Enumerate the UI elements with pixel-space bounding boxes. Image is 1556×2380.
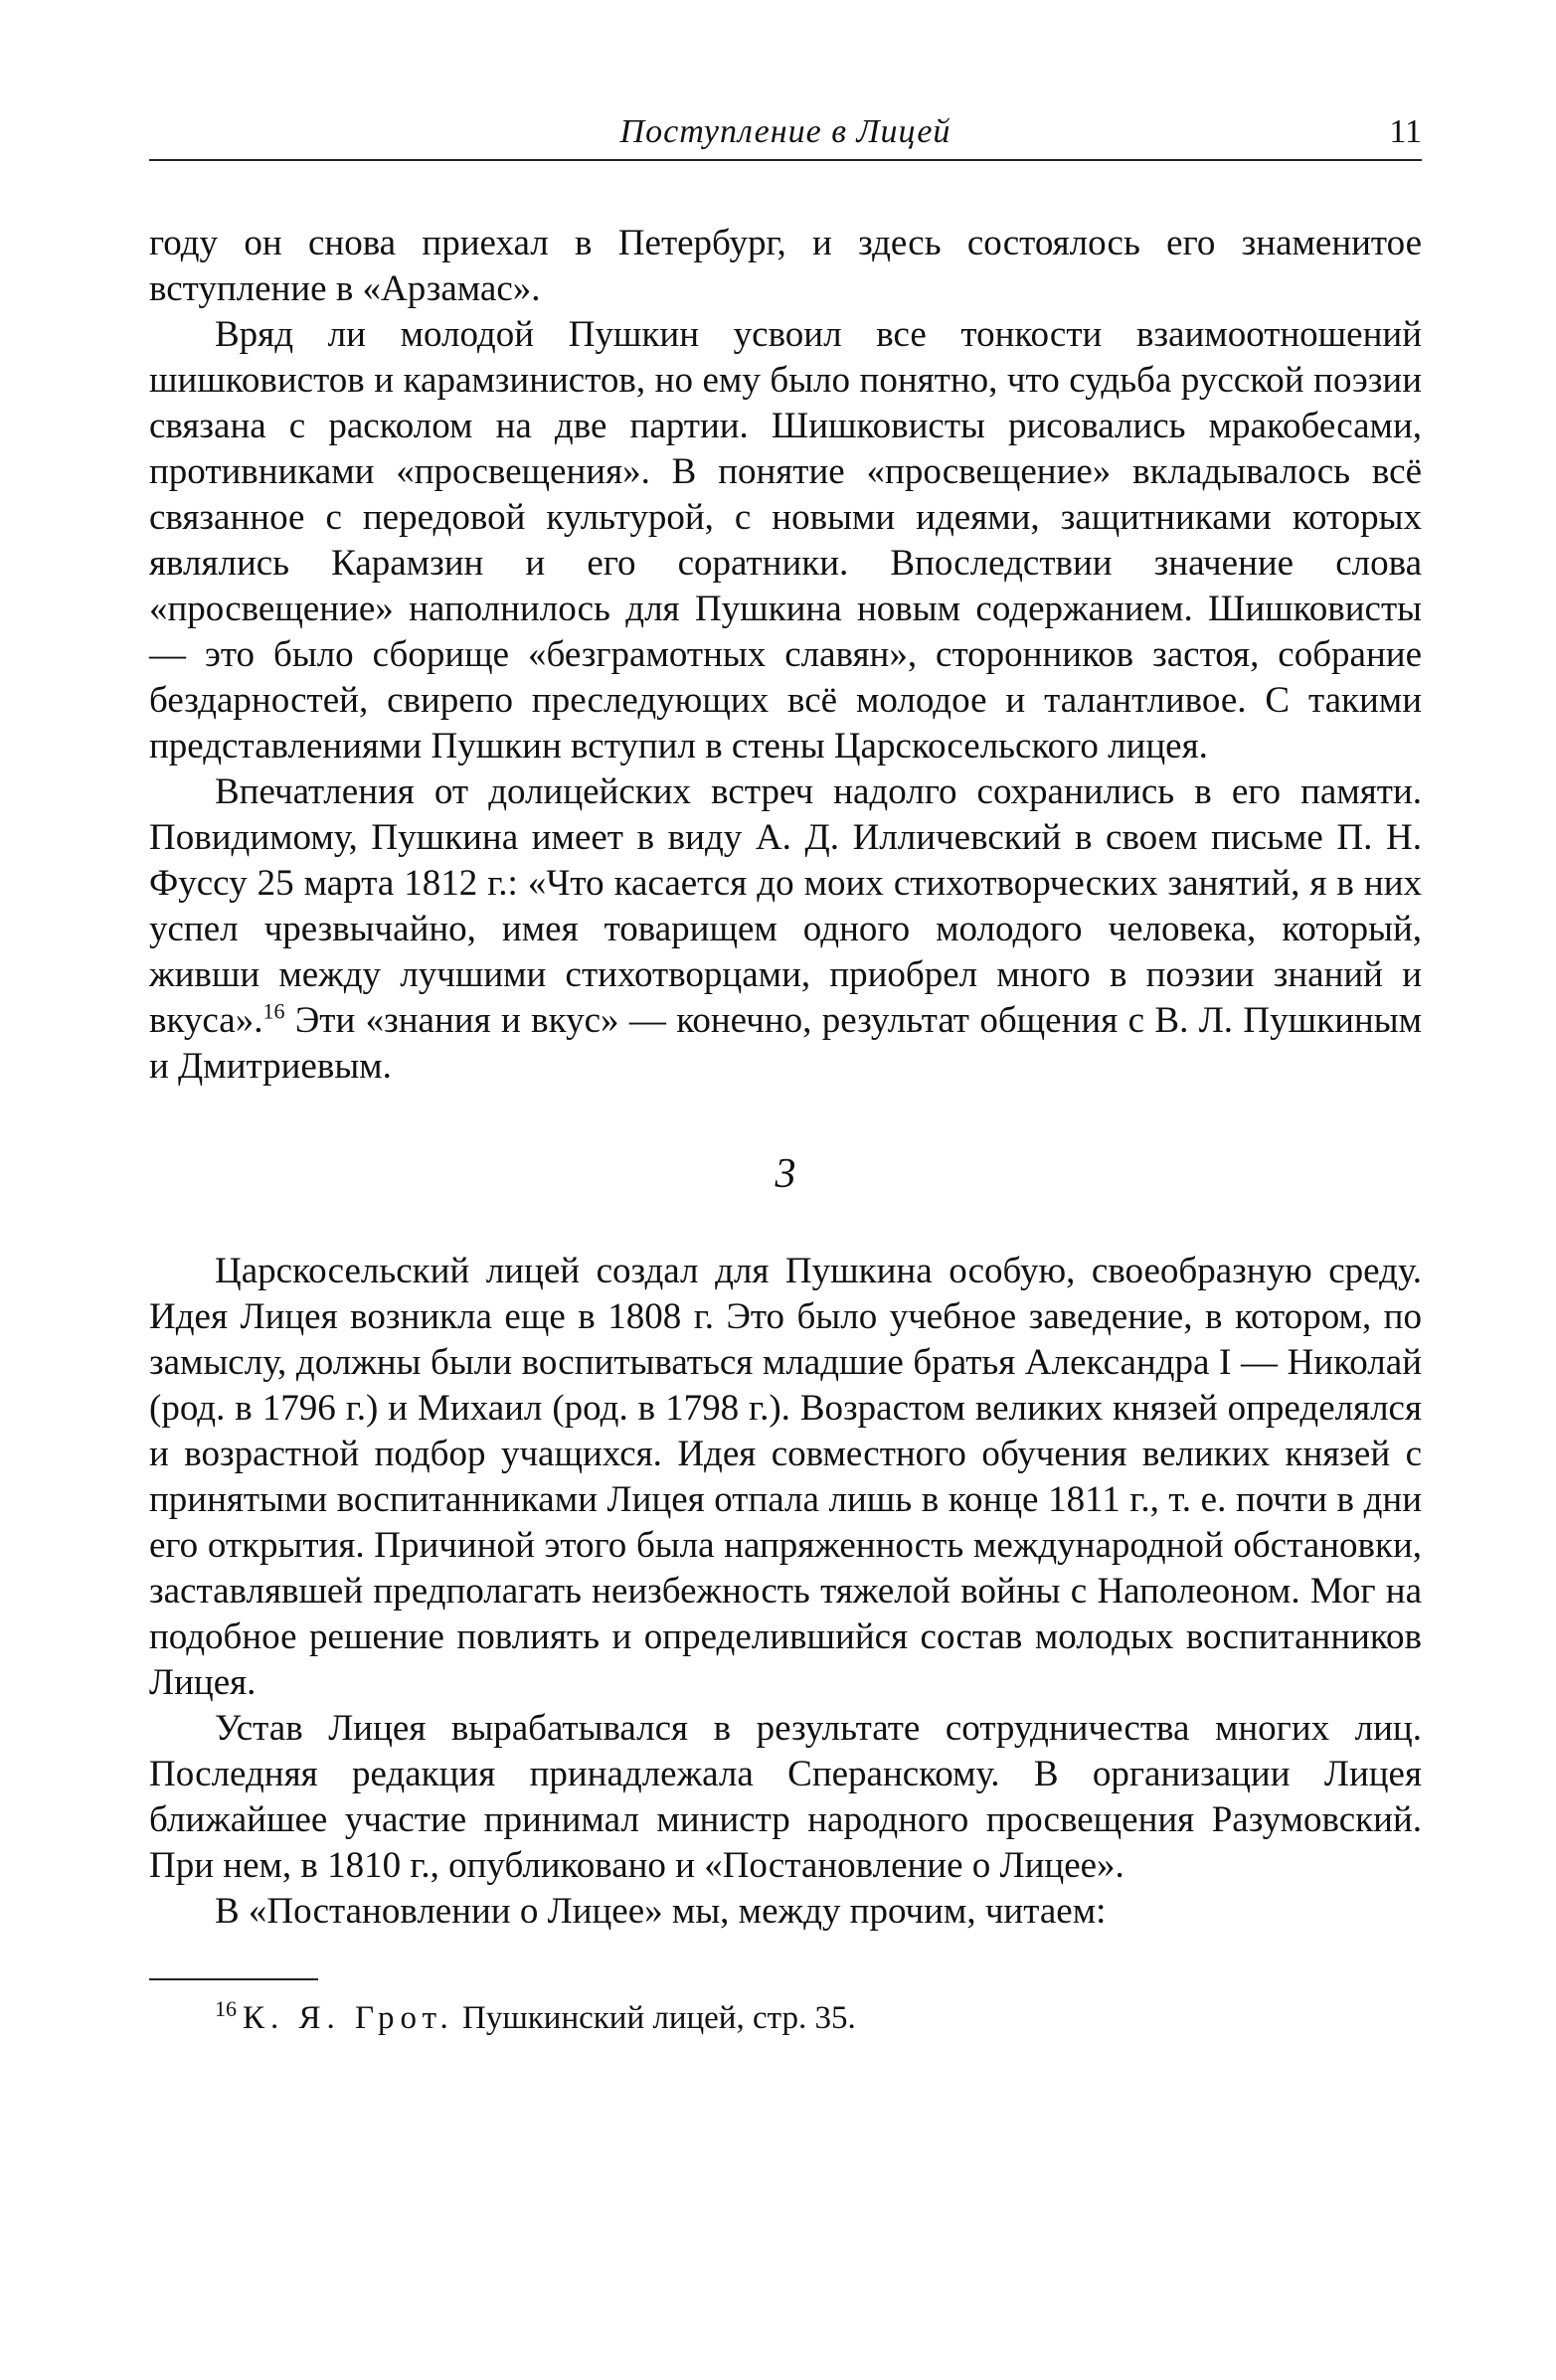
book-page [149, 99, 1422, 2038]
footnote-mark: 16 [215, 1996, 237, 2021]
paragraph-impressions-tail: Эти «знания и вкус» — конечно, результат общения с В. Л. Пушкиным и Дмитриевым. [149, 1000, 1422, 1087]
section-number: 3 [775, 1151, 796, 1197]
paragraph-lyceum-idea: Царскосельский лицей создал для Пушкина особую, своеобразную среду. Идея Лицея возникла еще в 1808 г. Это было учебное заведение, в котором, по замыслу, должны были воспитываться младшие братья Александра I — Николай (род. в 1796 г.) и Михаил (род. в 1798 г.). Возрастом великих князей определялся и возрастной подбор учащихся. Идея совместного обучения великих князей с принятыми воспитанниками Лицея отпала лишь в конце 1811 г., т. е. почти в дни его открытия. Причиной этого была напряженность международной обстановки, заставлявшей предполагать неизбежность тяжелой войны с Наполеоном. Мог на подобное решение повлиять и определившийся состав молодых воспитанников Лицея. [149, 1251, 1422, 1703]
paragraph-decree-quote-intro: В «Постановлении о Лицее» мы, между прочим, читаем: [215, 1891, 1107, 1932]
main-text [149, 221, 1422, 1935]
footnote-divider [149, 1978, 318, 1980]
footnote-author: К. Я. Грот. [243, 2000, 454, 2036]
paragraph-continuation: году он снова приехал в Петербург, и здесь состоялось его знаменитое вступление в «Арзамас». [149, 223, 1422, 309]
footnote [149, 1998, 1422, 2038]
paragraph-impressions-text: Впечатления от долицейских встреч надолго сохранились в его памяти. Повидимому, Пушкина имеет в виду А. Д. Илличевский в своем письме П. Н. Фуссу 25 марта 1812 г.: «Что касается до моих стихотворческих занятий, я в них успел чрезвычайно, имея товарищем одного молодого человека, который, живши между лучшими стихотворцами, приобрел много в поэзии знаний и вкуса». [149, 771, 1422, 1041]
running-header [149, 99, 1422, 161]
paragraph-lyceum-charter: Устав Лицея вырабатывался в результате сотрудничества многих лиц. Последняя редакция принадлежала Сперанскому. В организации Лицея ближайшее участие принимал министр народного просвещения Разумовский. При нем, в 1810 г., опубликовано и «Постановление о Лицее». [149, 1708, 1422, 1886]
paragraph-shishkovists: Вряд ли молодой Пушкин усвоил все тонкости взаимоотношений шишковистов и карамзинистов, но ему было понятно, что судьба русской поэзии связана с расколом на две партии. Шишковисты рисовались мракобесами, противниками «просвещения». В понятие «просвещение» вкладывалось всё связанное с передовой культурой, с новыми идеями, защитниками которых являлись Карамзин и его соратники. Впоследствии значение слова «просвещение» наполнилось для Пушкина новым содержанием. Шишковисты — это было сборище «безграмотных славян», сторонников застоя, собрание бездарностей, свирепо преследующих всё молодое и талантливое. С такими представлениями Пушкин вступил в стены Царскосельского лицея. [149, 314, 1422, 766]
footnote-source: Пушкинский лицей, стр. 35. [453, 2000, 856, 2036]
page-number: 11 [1389, 113, 1422, 150]
footnote-reference: 16 [262, 998, 285, 1024]
paragraph-impressions [149, 769, 1422, 1090]
running-title: Поступление в Лицей [619, 113, 951, 150]
